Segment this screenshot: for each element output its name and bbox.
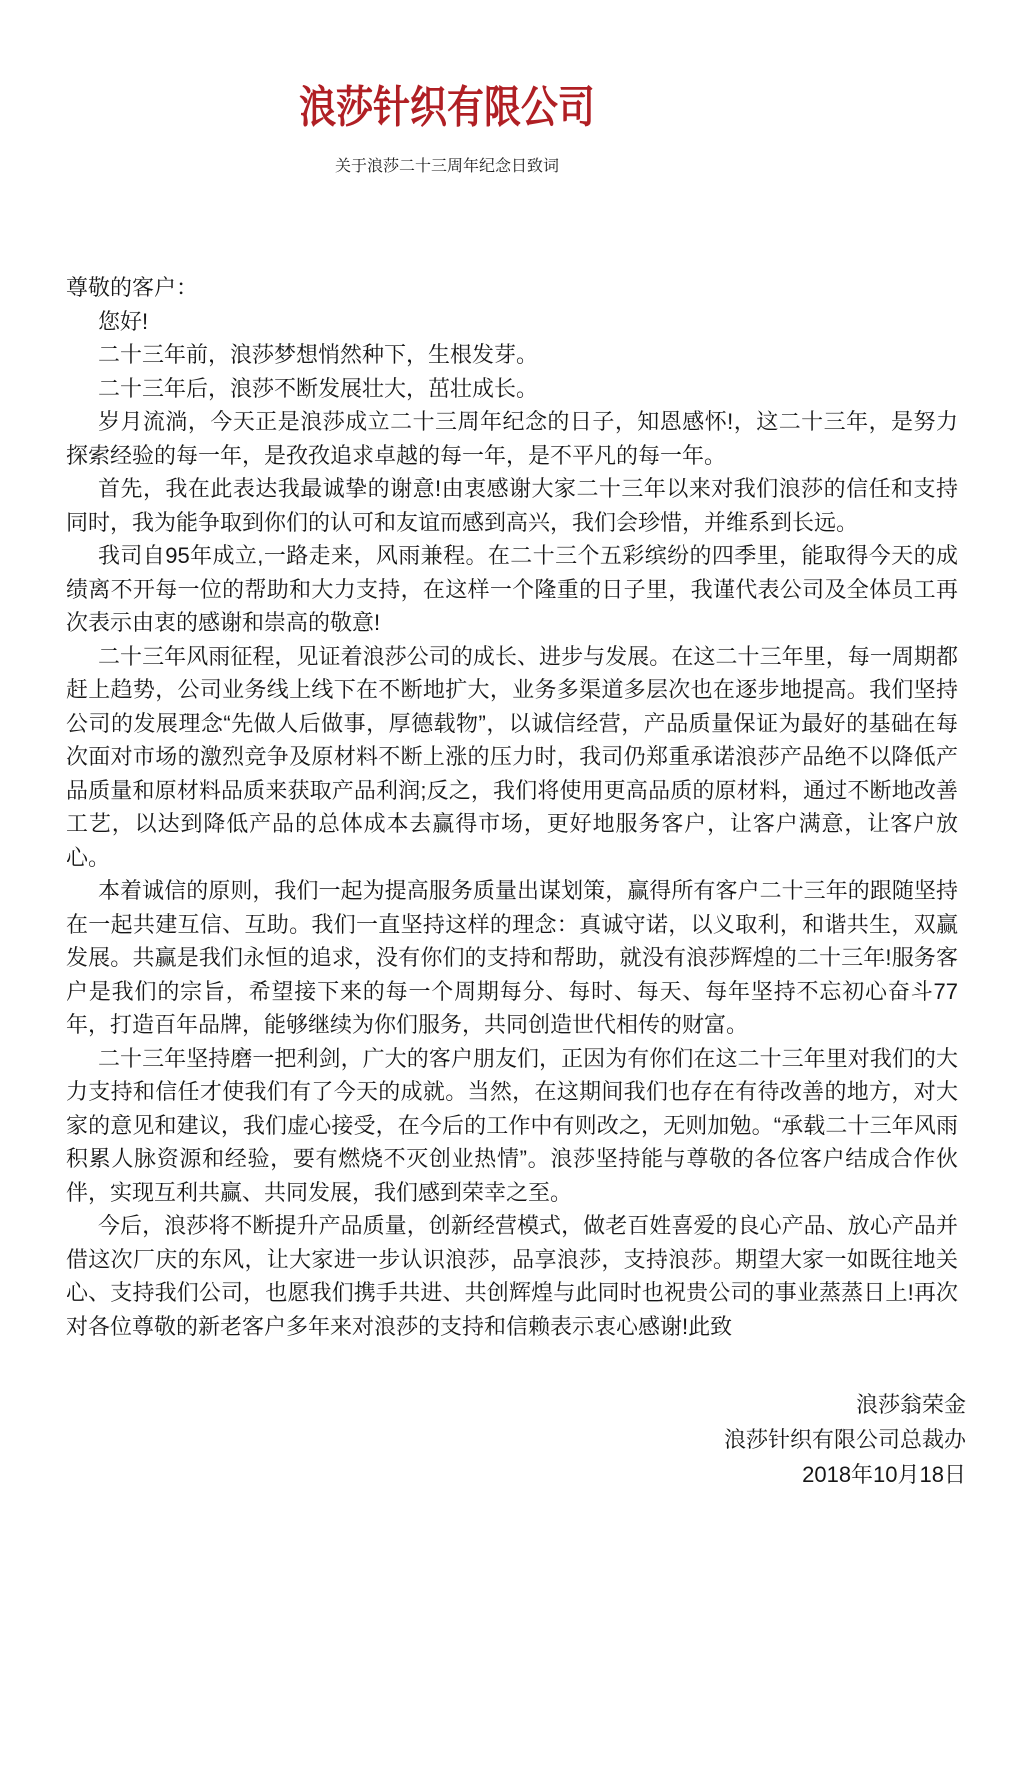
- signature-name: 浪莎翁荣金: [855, 1392, 966, 1417]
- letter-paragraph: 二十三年风雨征程，见证着浪莎公司的成长、进步与发展。在这二十三年里，每一周期都赶上趋势，公司业务线上线下在不断地扩大，业务多渠道多层次也在逐步地提高。我们坚持公司的发展理念“先做人后做事，厚德载物”，以诚信经营，产品质量保证为最好的基础在每次面对市场的激烈竞争及原材料不断上涨的压力时，我司仍郑重承诺浪莎产品绝不以降低产品质量和原材料品质来获取产品利润;反之，我们将使用更高品质的原材料，通过不断地改善工艺，以达到降低产品的总体成本去赢得市场，更好地服务客户，让客户满意，让客户放心。: [66, 643, 958, 870]
- document-subtitle: 关于浪莎二十三周年纪念日致词: [334, 158, 559, 175]
- signature-date: 2018年10月18日: [802, 1462, 966, 1487]
- letter-paragraph: 二十三年前，浪莎梦想悄然种下，生根发芽。: [98, 342, 539, 367]
- document-header: [0, 0, 894, 177]
- letter-paragraph: 我司自95年成立,一路走来，风雨兼程。在二十三个五彩缤纷的四季里，能取得今天的成绩离不开每一位的帮助和大力支持，在这样一个隆重的日子里，我谨代表公司及全体员工再次表示由衷的感谢和崇高的敬意!: [66, 543, 958, 635]
- company-title: 浪莎针织有限公司: [299, 83, 595, 132]
- letter-paragraph: 您好!: [98, 308, 149, 334]
- letter-paragraph: 二十三年坚持磨一把利剑，广大的客户朋友们，正因为有你们在这二十三年里对我们的大力支持和信任才使我们有了今天的成就。当然，在这期间我们也存在有待改善的地方，对大家的意见和建议，我们虚心接受，在今后的工作中有则改之，无则加勉。“承载二十三年风雨积累人脉资源和经验，要有燃烧不灭创业热情”。浪莎坚持能与尊敬的各位客户结成合作伙伴，实现互利共赢、共同发展，我们感到荣幸之至。: [66, 1045, 958, 1205]
- signature-org: 浪莎针织有限公司总裁办: [723, 1427, 966, 1452]
- letter-paragraph: 二十三年后，浪莎不断发展壮大，茁壮成长。: [98, 375, 539, 401]
- letter-paragraph: 今后，浪莎将不断提升产品质量，创新经营模式，做老百姓喜爱的良心产品、放心产品并借这次厂庆的东风，让大家进一步认识浪莎，品享浪莎，支持浪莎。期望大家一如既往地关心、支持我们公司，也愿我们携手共进、共创辉煌与此同时也祝贵公司的事业蒸蒸日上!再次对各位尊敬的新老客户多年来对浪莎的支持和信赖表示衷心感谢!此致: [66, 1213, 958, 1339]
- letter-paragraph: 本着诚信的原则，我们一起为提高服务质量出谋划策，赢得所有客户二十三年的跟随坚持在一起共建互信、互助。我们一直坚持这样的理念：真诚守诺，以义取利，和谐共生，双赢发展。共赢是我们永恒的追求，没有你们的支持和帮助，就没有浪莎辉煌的二十三年!服务客户是我们的宗旨，希望接下来的每一个周期每分、每时、每天、每年坚持不忘初心奋斗77年，打造百年品牌，能够继续为你们服务，共同创造世代相传的财富。: [66, 878, 958, 1037]
- letter-paragraph: 首先，我在此表达我最诚挚的谢意!由衷感谢大家二十三年以来对我们浪莎的信任和支持同时，我为能争取到你们的认可和友谊而感到高兴，我们会珍惜，并维系到长远。: [66, 476, 958, 535]
- letter-paragraph: 岁月流淌，今天正是浪莎成立二十三周年纪念的日子，知恩感怀!，这二十三年，是努力探索经验的每一年，是孜孜追求卓越的每一年，是不平凡的每一年。: [66, 409, 958, 468]
- letter-body: [0, 271, 1024, 1343]
- signature-block: [0, 1387, 1024, 1492]
- salutation: 尊敬的客户：: [66, 275, 199, 300]
